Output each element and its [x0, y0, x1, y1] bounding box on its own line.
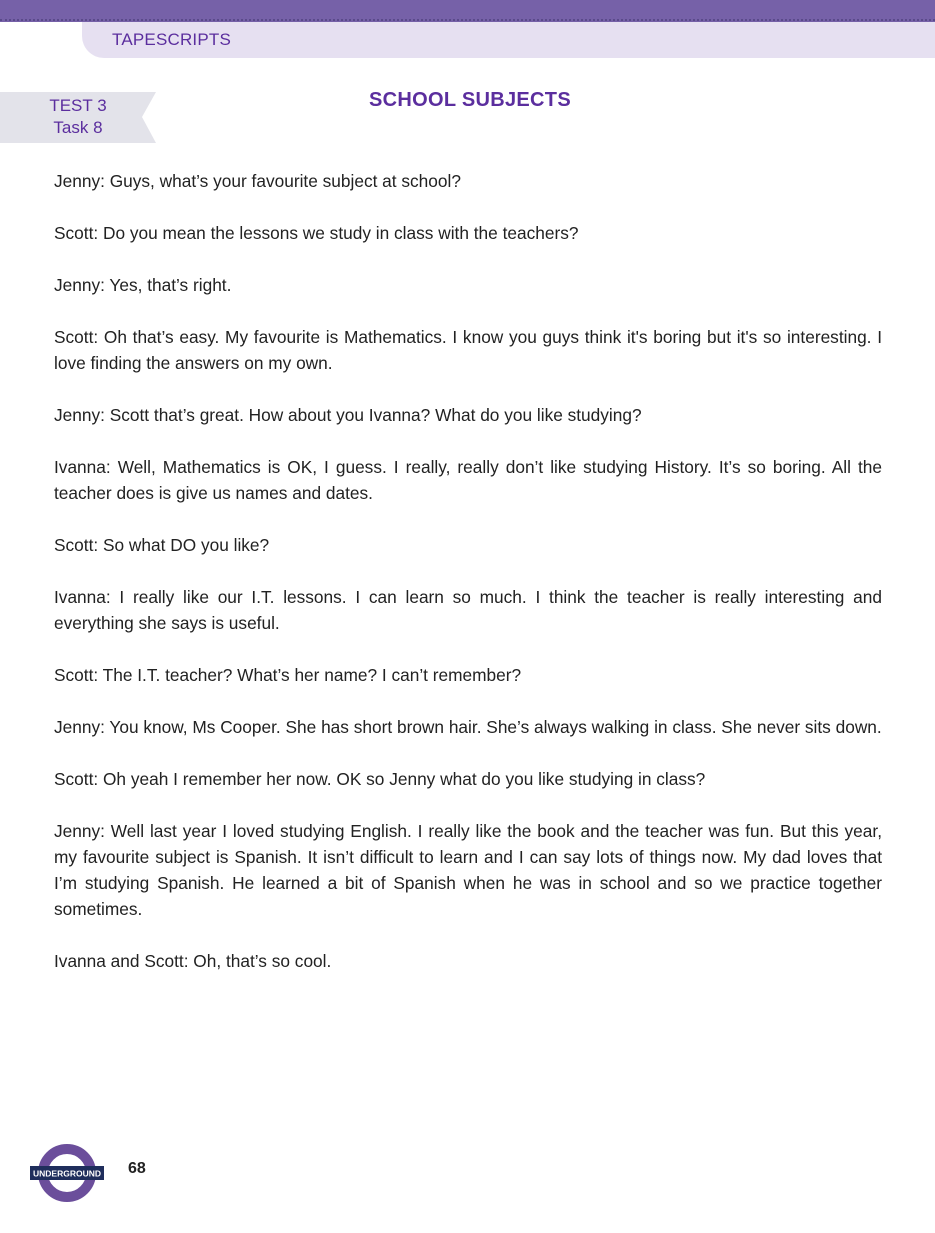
transcript-line: Ivanna: I really like our I.T. lessons. I can learn so much. I think the teacher is really interesting and everything she says is useful. [54, 587, 882, 633]
top-decorative-bar [0, 0, 935, 22]
transcript-line: Scott: Oh that’s easy. My favourite is Mathematics. I know you guys think it's boring but it's so interesting. I love finding the answers on my own. [54, 327, 882, 373]
transcript-line: Jenny: Guys, what’s your favourite subject at school? [54, 171, 461, 191]
roundel-icon [30, 1142, 104, 1204]
logo-text: UNDERGROUND [33, 1168, 101, 1179]
section-label: TAPESCRIPTS [112, 30, 232, 49]
page-title: SCHOOL SUBJECTS [369, 89, 571, 111]
transcript-line: Ivanna: Well, Mathematics is OK, I guess. I really, really don’t like studying History. It’s so boring. All the teacher does is give us names and dates. [54, 457, 882, 503]
section-header-band [82, 22, 935, 58]
transcript-line: Jenny: Scott that’s great. How about you Ivanna? What do you like studying? [54, 405, 642, 425]
page-number: 68 [128, 1160, 146, 1177]
underground-logo [30, 1142, 104, 1204]
transcript-line: Jenny: Yes, that’s right. [54, 275, 232, 295]
transcript [54, 168, 882, 1000]
transcript-line: Ivanna and Scott: Oh, that’s so cool. [54, 951, 332, 971]
test-task-tab [0, 92, 160, 143]
task-number: Task 8 [53, 118, 103, 137]
transcript-line: Scott: Oh yeah I remember her now. OK so Jenny what do you like studying in class? [54, 769, 706, 789]
dotted-rule [0, 19, 935, 21]
transcript-line: Scott: The I.T. teacher? What’s her name? I can’t remember? [54, 665, 522, 685]
test-number: TEST 3 [49, 96, 107, 115]
transcript-line: Jenny: Well last year I loved studying English. I really like the book and the teacher was fun. But this year, my favourite subject is Spanish. It isn’t difficult to learn and I can say lots of things now. My dad loves that I’m studying Spanish. He learned a bit of Spanish when he was in school and so we practice together sometimes. [54, 821, 882, 919]
transcript-line: Scott: So what DO you like? [54, 535, 270, 555]
transcript-line: Scott: Do you mean the lessons we study in class with the teachers? [54, 223, 579, 243]
transcript-line: Jenny: You know, Ms Cooper. She has short brown hair. She’s always walking in class. She never sits down. [54, 717, 882, 737]
